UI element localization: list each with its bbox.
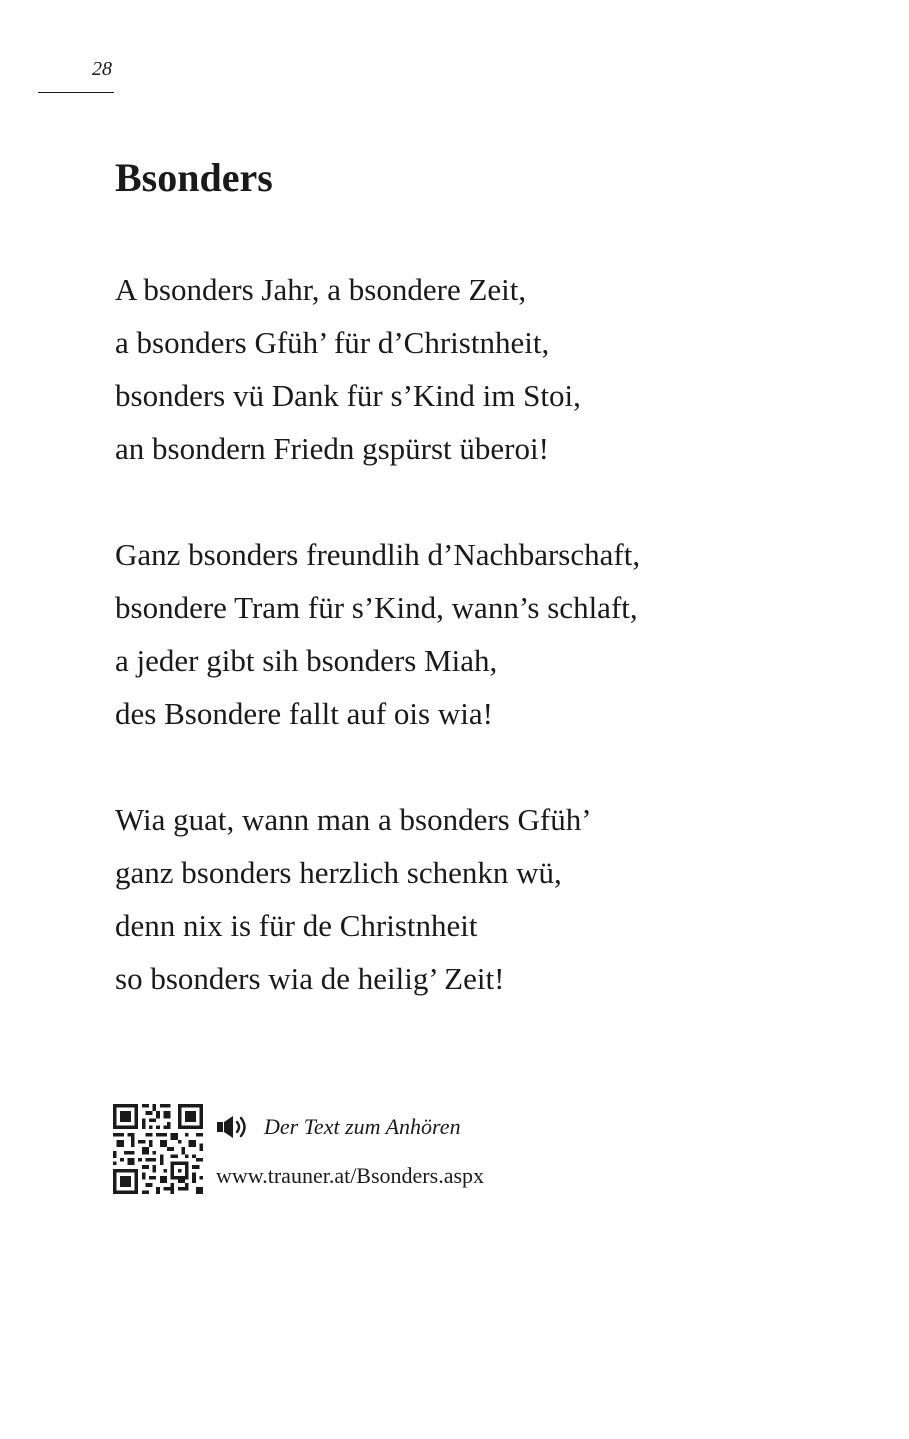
poem-body [115, 263, 835, 1058]
page-number: 28 [92, 58, 112, 80]
poem-line: bsonders vü Dank für s’Kind im Stoi, [115, 378, 581, 413]
speaker-icon[interactable] [216, 1113, 252, 1141]
poem-line: so bsonders wia de heilig’ Zeit! [115, 961, 505, 996]
poem-line: Wia guat, wann man a bsonders Gfüh’ [115, 802, 592, 837]
page-number-rule [38, 92, 114, 93]
poem-line: denn nix is für de Christnheit [115, 908, 478, 943]
stanza-2 [115, 528, 835, 740]
stanza-1 [115, 263, 835, 475]
poem-line: an bsondern Friedn gspürst überoi! [115, 431, 549, 466]
poem-line: bsondere Tram für s’Kind, wann’s schlaft, [115, 590, 638, 625]
audio-caption [216, 1112, 461, 1142]
poem-line: Ganz bsonders freundlih d’Nachbarschaft, [115, 537, 641, 572]
poem-title: Bsonders [115, 155, 273, 200]
poem-line: des Bsondere fallt auf ois wia! [115, 696, 493, 731]
poem-line: a bsonders Gfüh’ für d’Christnheit, [115, 325, 550, 360]
audio-url-link[interactable]: www.trauner.at/Bsonders.aspx [216, 1163, 485, 1188]
audio-link-block [113, 1104, 673, 1196]
stanza-3 [115, 793, 835, 1005]
poem-line: a jeder gibt sih bsonders Miah, [115, 643, 498, 678]
qr-code-icon[interactable] [113, 1104, 203, 1194]
audio-caption-text: Der Text zum Anhören [264, 1114, 461, 1139]
poem-line: ganz bsonders herzlich schenkn wü, [115, 855, 562, 890]
poem-line: A bsonders Jahr, a bsondere Zeit, [115, 272, 527, 307]
